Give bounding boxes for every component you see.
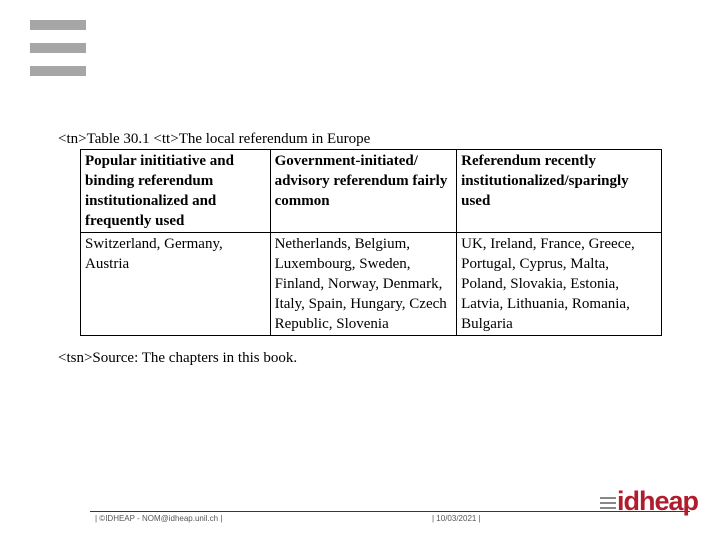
menu-bar	[30, 43, 86, 53]
column-header: Popular inititiative and binding referendum institutionalized and frequently used	[81, 150, 271, 233]
footer-date: | 10/03/2021 |	[432, 514, 481, 523]
menu-bar	[30, 66, 86, 76]
footer-copyright: | ©IDHEAP - NOM@idheap.unil.ch |	[95, 514, 223, 523]
column-header: Government-initiated/ advisory referendum fairly common	[270, 150, 457, 233]
idheap-logo	[600, 486, 699, 522]
menu-icon[interactable]	[30, 20, 86, 89]
referendum-table	[80, 149, 662, 336]
table-cell: Switzerland, Germany, Austria	[81, 233, 271, 336]
menu-bar	[30, 20, 86, 30]
logo-text: idheap	[617, 486, 699, 516]
source-note: <tsn>Source: The chapters in this book.	[58, 350, 298, 366]
table-cell: UK, Ireland, France, Greece, Portugal, Cyprus, Malta, Poland, Slovakia, Estonia, Latvia, Lithuania, Romania, Bulgaria	[457, 233, 662, 336]
column-header: Referendum recently institutionalized/sparingly used	[457, 150, 662, 233]
table-caption: <tn>Table 30.1 <tt>The local referendum in Europe	[58, 131, 371, 147]
table-header-row	[81, 150, 662, 233]
table-row	[81, 233, 662, 336]
table-cell: Netherlands, Belgium, Luxembourg, Sweden, Finland, Norway, Denmark, Italy, Spain, Hungary, Czech Republic, Slovenia	[270, 233, 457, 336]
logo-lines-icon	[600, 497, 616, 512]
